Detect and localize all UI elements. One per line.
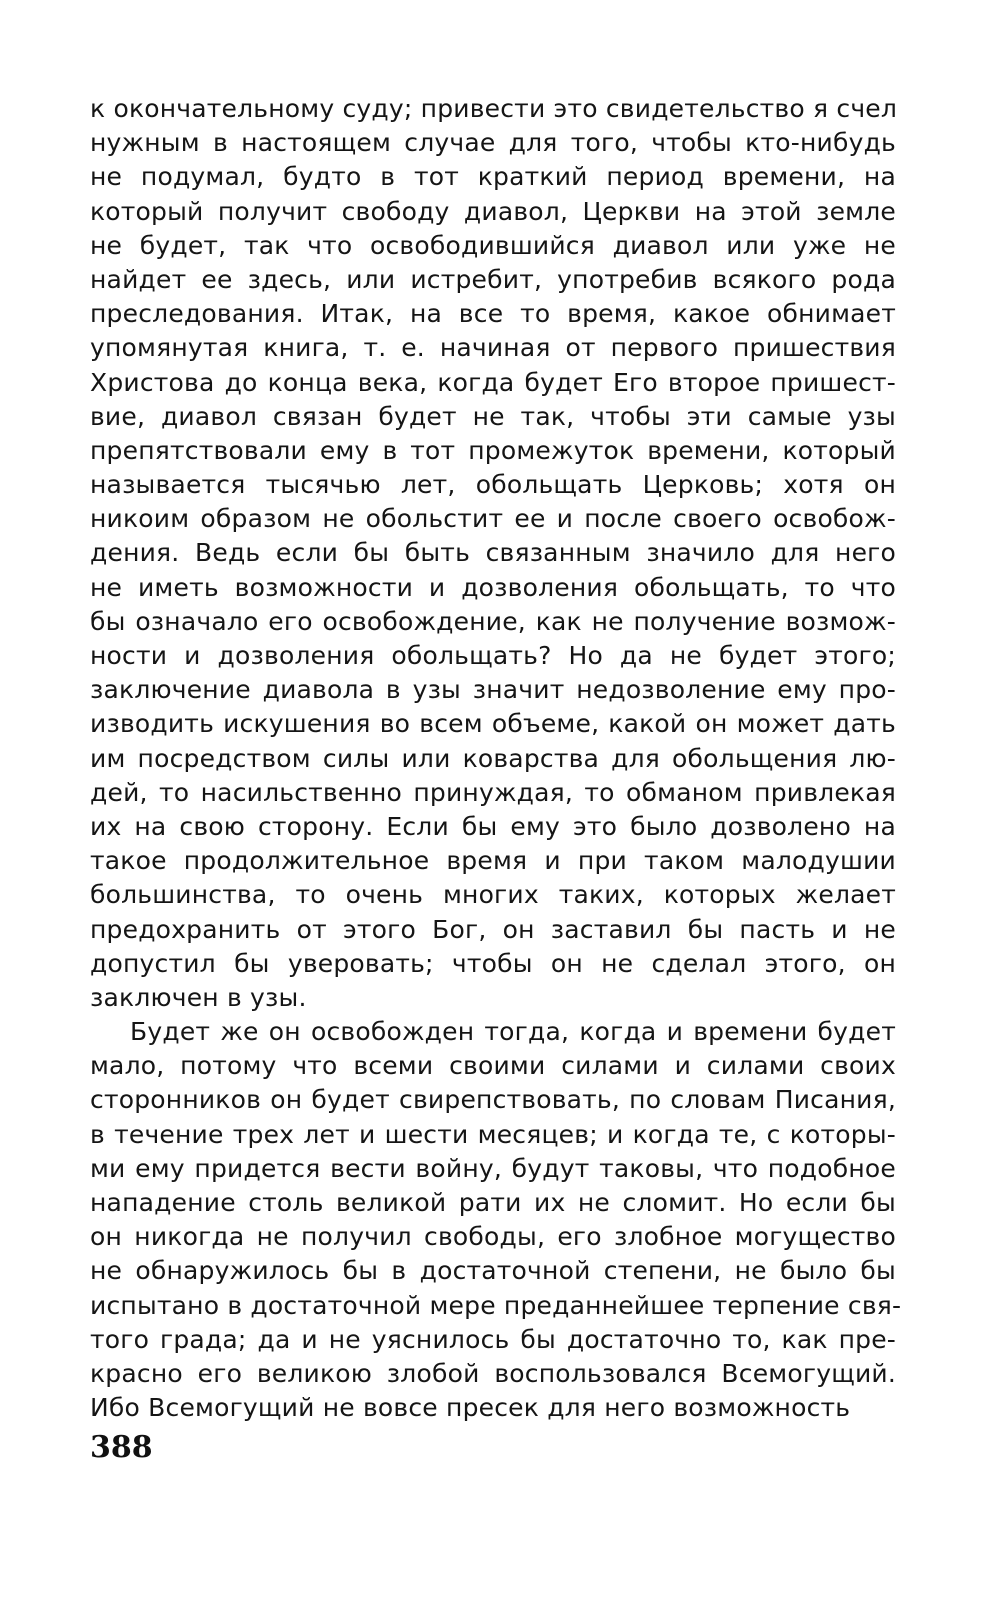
text-line: испытано в достаточной мере преданнейшее терпение свя- [90,1290,902,1320]
paragraph-1 [90,92,896,1015]
text-line: не подумал, будто в тот краткий период времени, на [90,162,896,192]
text-line: мало, потому что всеми своими силами и силами своих [90,1051,896,1081]
book-page-text [90,92,902,1425]
text-line: ности и дозволения обольщать? Но да не будет этого; [90,641,896,670]
text-line: вие, диавол связан будет не так, чтобы эти самые узы [90,401,896,431]
text-line: дения. Ведь если бы быть связанным значило для него [90,538,896,568]
text-line: преследования. Итак, на все то время, какое обнимает [90,299,896,329]
text-line: найдет ее здесь, или истребит, употребив всякого рода [90,264,896,294]
text-line: нападение столь великой рати их не сломит. Но если бы [90,1188,896,1217]
text-line: дей, то насильственно принуждая, то обманом привлекая [90,777,896,807]
text-line: бы означало его освобождение, как не получение возмож- [90,606,896,636]
text-line: большинства, то очень многих таких, которых желает [90,880,896,910]
paragraph-2 [90,1015,902,1425]
text-line: Ибо Всемогущий не вовсе пресек для него возможность [90,1393,851,1423]
text-line: упомянутая книга, т. е. начиная от первого пришествия [90,333,896,363]
text-line: заключен в узы. [90,982,307,1012]
text-line: ми ему придется вести войну, будут таковы, что подобное [90,1153,896,1183]
text-line: их на свою сторону. Если бы ему это было дозволено на [90,811,896,841]
text-line: им посредством силы или коварства для обольщения лю- [90,743,896,773]
text-line: никоим образом не обольстит ее и после своего освобож- [90,504,896,534]
text-line: изводить искушения во всем объеме, какой он может дать [90,709,896,739]
text-line: красно его великою злобой воспользовался Всемогущий. [90,1358,896,1388]
text-line: к окончательному суду; привести это свидетельство я счел [90,94,898,123]
text-line: Христова до конца века, когда будет Его второе пришест- [90,367,896,397]
text-line: препятствовали ему в тот промежуток времени, который [90,435,896,465]
text-line: называется тысячью лет, обольщать Церковь; хотя он [90,470,896,500]
text-line: не будет, так что освободившийся диавол или уже не [90,230,896,260]
text-line: того града; да и не уяснилось бы достаточно то, как пре- [90,1324,896,1354]
text-line: который получит свободу диавол, Церкви на этой земле [90,196,896,226]
text-line: он никогда не получил свободы, его злобное могущество [90,1222,896,1252]
text-line: не иметь возможности и дозволения обольщать, то что [90,572,896,602]
text-line: Будет же он освобожден тогда, когда и времени будет [130,1017,896,1047]
text-line: в течение трех лет и шести месяцев; и когда те, с которы- [90,1119,896,1149]
text-line: предохранить от этого Бог, он заставил бы пасть и не [90,914,896,944]
page-number: 388 [90,1430,153,1465]
text-line: не обнаружилось бы в достаточной степени, не было бы [90,1256,896,1286]
text-line: допустил бы уверовать; чтобы он не сделал этого, он [90,948,896,978]
text-line: нужным в настоящем случае для того, чтобы кто-нибудь [90,128,896,158]
text-line: такое продолжительное время и при таком малодушии [90,846,896,876]
text-line: заключение диавола в узы значит недозволение ему про- [90,675,896,705]
text-line: сторонников он будет свирепствовать, по словам Писания, [90,1085,896,1115]
